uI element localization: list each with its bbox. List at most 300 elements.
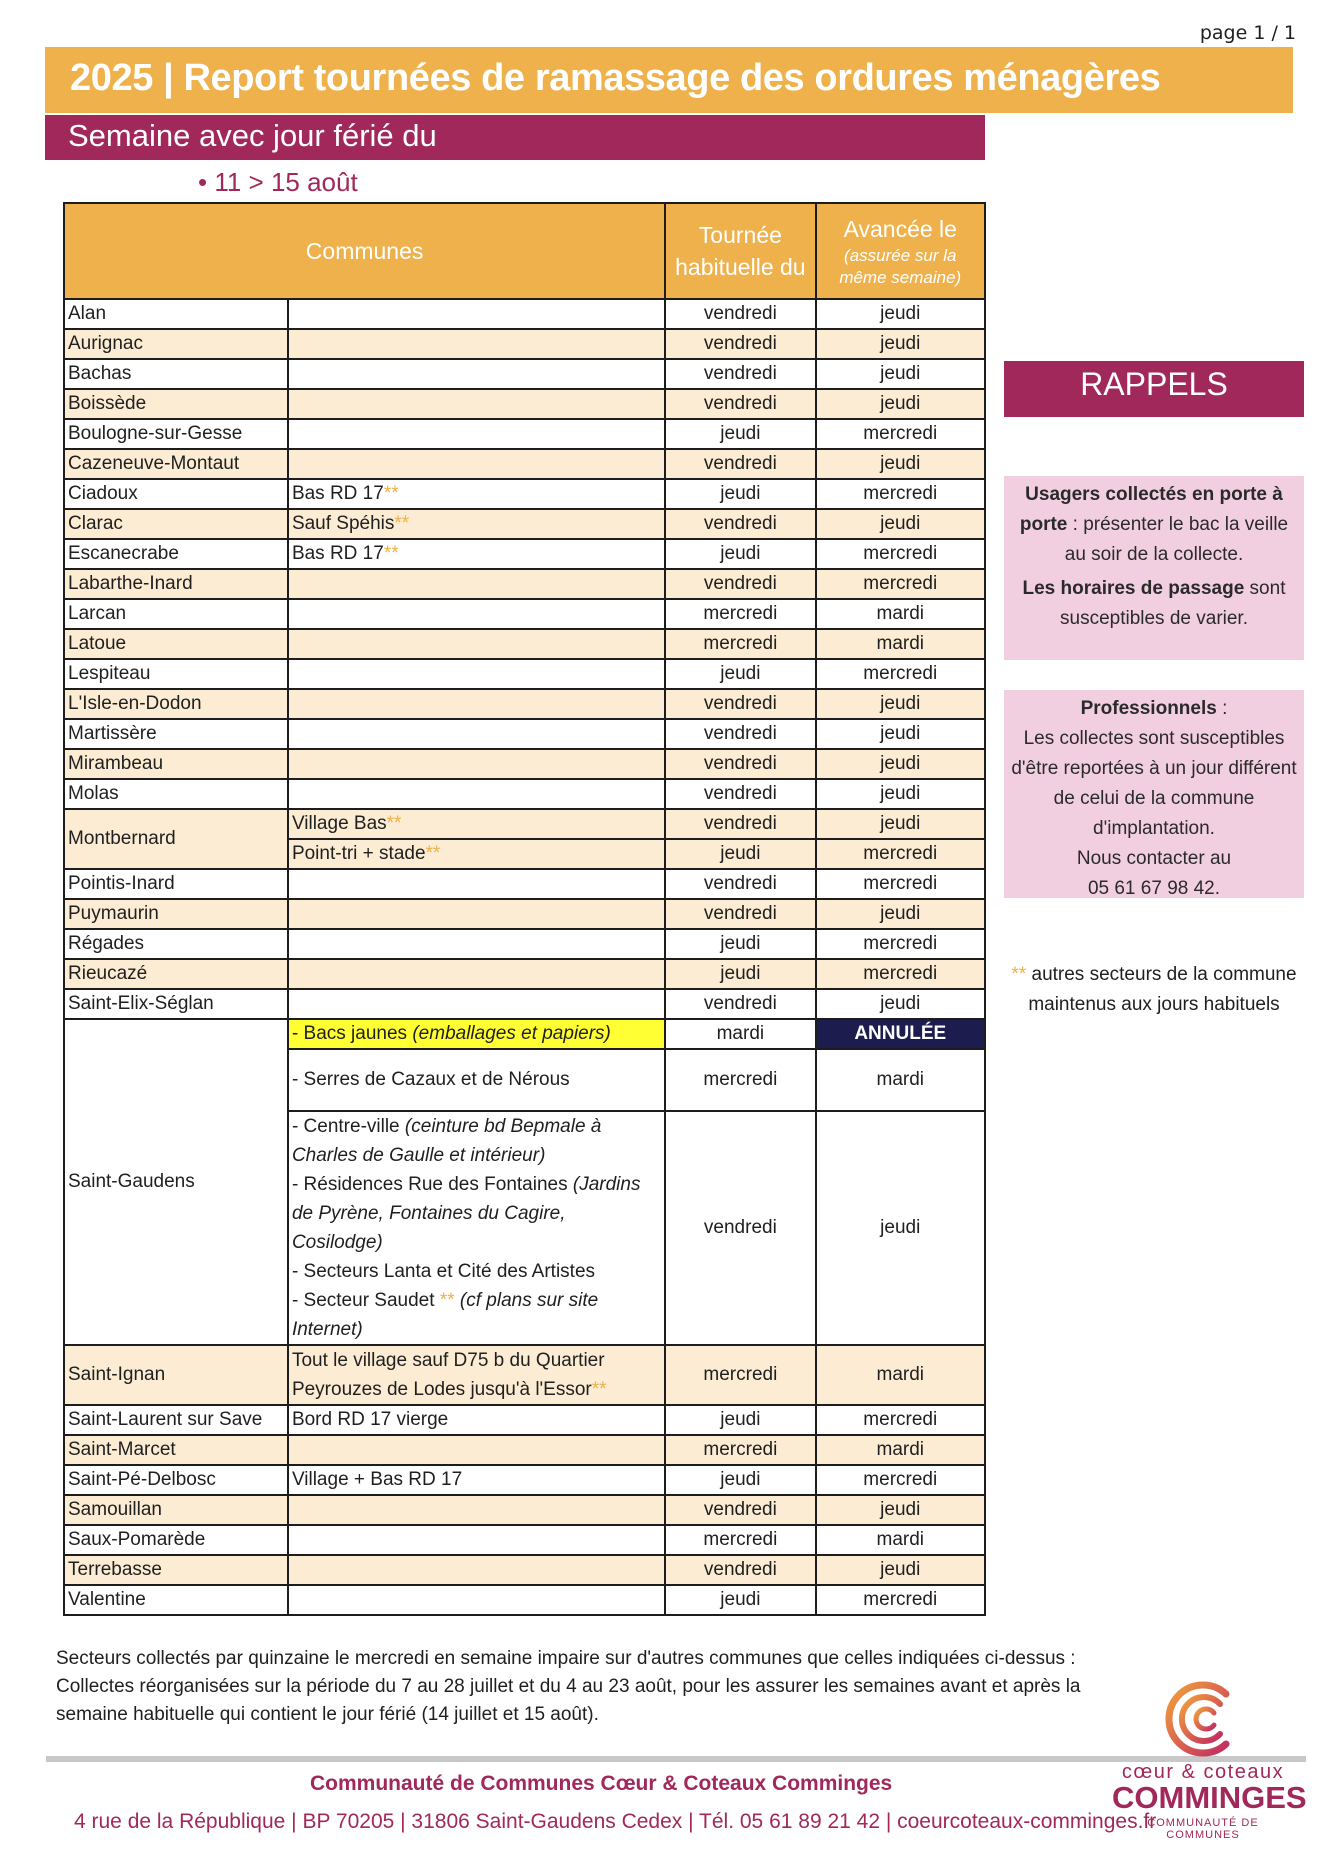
tournee-cell (665, 1405, 815, 1435)
avancee-cell (816, 359, 985, 389)
avancee-cell: mardi (816, 1345, 985, 1405)
commune-cell (64, 989, 288, 1019)
tournee-cell (665, 1585, 815, 1615)
tournee-cell (665, 959, 815, 989)
commune-text: Rieucazé (68, 963, 148, 984)
commune-text: Ciadoux (68, 483, 138, 504)
avancee-text: jeudi (880, 363, 921, 384)
commune-cell (64, 719, 288, 749)
secteur-cell (288, 869, 665, 899)
table-row (64, 599, 985, 629)
commune-text: Alan (68, 303, 107, 324)
tournee-cell: vendredi (665, 809, 815, 839)
avancee-cell (816, 989, 985, 1019)
tournee-cell (665, 599, 815, 629)
holiday-week: • 11 > 15 août (198, 167, 358, 197)
avancee-cell (816, 569, 985, 599)
avancee-cell (816, 1585, 985, 1615)
secteur-cell (288, 899, 665, 929)
secteur-cell (288, 539, 665, 569)
commune-cell: Saint-Ignan (64, 1345, 288, 1405)
tournee-text: jeudi (720, 963, 761, 984)
commune-cell (64, 539, 288, 569)
tournee-text: vendredi (703, 723, 777, 744)
secteur-cell (288, 1345, 665, 1405)
tournee-cell (665, 929, 815, 959)
tournee-text: mercredi (703, 603, 778, 624)
tournee-text: jeudi (720, 1469, 761, 1490)
tournee-cell: mercredi (665, 1345, 815, 1405)
secteur-line: - Résidences Rue des Fontaines (291, 1174, 573, 1195)
commune-cell (64, 1435, 288, 1465)
commune-cell (64, 509, 288, 539)
avancee-text: jeudi (880, 453, 921, 474)
table-row (64, 1405, 985, 1435)
tournee-cell (665, 419, 815, 449)
table-row (64, 449, 985, 479)
secteur-cell (288, 449, 665, 479)
avancee-text: jeudi (880, 333, 921, 354)
tournee-cell: mardi (665, 1019, 815, 1049)
secteur-cell (288, 1495, 665, 1525)
tournee-text: vendredi (703, 903, 777, 924)
commune-cell (64, 929, 288, 959)
reminder-box-professionnels: Professionnels : Les collectes sont susceptibles d'être reportées à un jour différent de celui de la commune d'implantation. Nous contacter au 05 61 67 98 42. (1004, 690, 1304, 898)
commune-text: Pointis-Inard (68, 873, 175, 894)
secteur-cell (288, 749, 665, 779)
commune-text: Régades (68, 933, 145, 954)
commune-cell (64, 419, 288, 449)
avancee-text: mercredi (863, 1589, 938, 1610)
commune-text: Saux-Pomarède (68, 1529, 206, 1550)
commune-cell (64, 1525, 288, 1555)
secteur-cell (288, 599, 665, 629)
star-marker: ** (439, 1290, 455, 1311)
commune-cell (64, 749, 288, 779)
tournee-cell (665, 509, 815, 539)
table-row (64, 539, 985, 569)
tournee-text: jeudi (720, 663, 761, 684)
table-body-1 (64, 299, 985, 809)
secteur-cell (288, 689, 665, 719)
avancee-cell (816, 1465, 985, 1495)
table-row (64, 1495, 985, 1525)
secteur-line: - Secteurs Lanta et Cité des Artistes (291, 1261, 596, 1282)
table-row (64, 1465, 985, 1495)
table-row (64, 329, 985, 359)
table-row (64, 989, 985, 1019)
tournee-cell (665, 539, 815, 569)
secteur-cell (288, 569, 665, 599)
secteur-text: Point-tri + stade (291, 843, 426, 864)
commune-text: Aurignac (68, 333, 143, 354)
commune-text: Saint-Marcet (68, 1439, 176, 1460)
avancee-cell (816, 869, 985, 899)
secteur-line: - Centre-ville (291, 1116, 405, 1137)
avancee-text: jeudi (880, 993, 921, 1014)
tournee-cell (665, 1435, 815, 1465)
avancee-text: mercredi (863, 423, 938, 444)
logo-wordmark-main: COMMINGES (1112, 1780, 1307, 1815)
secteur-cell (288, 299, 665, 329)
table-row (64, 1435, 985, 1465)
table-row (64, 869, 985, 899)
avancee-text: jeudi (880, 723, 921, 744)
avancee-cell: mercredi (816, 839, 985, 869)
tournee-text: jeudi (720, 933, 761, 954)
commune-cell (64, 1405, 288, 1435)
table-row (64, 899, 985, 929)
tournee-text: jeudi (720, 1409, 761, 1430)
contact-label: Nous contacter au (1076, 848, 1232, 869)
date-range: 11 > 15 août (214, 167, 358, 197)
avancee-cell (816, 1555, 985, 1585)
header-communes: Communes (64, 203, 665, 299)
secteur-cell (288, 659, 665, 689)
avancee-cell (816, 509, 985, 539)
star-marker: ** (383, 483, 399, 504)
avancee-cell (816, 749, 985, 779)
star-note (1004, 960, 1304, 1020)
secteur-text: - Bacs jaunes (291, 1023, 413, 1044)
tournee-cell (665, 1555, 815, 1585)
commune-cell (64, 1585, 288, 1615)
tournee-text: vendredi (703, 453, 777, 474)
tournee-text: vendredi (703, 753, 777, 774)
tournee-text: jeudi (720, 543, 761, 564)
table-body-3 (64, 1405, 985, 1615)
commune-text: Martissère (68, 723, 157, 744)
secteur-cell (288, 1405, 665, 1435)
organization-name: Communauté de Communes Cœur & Coteaux Comminges (310, 1772, 893, 1795)
organization-address: 4 rue de la République | BP 70205 | 31806 Saint-Gaudens Cedex | Tél. 05 61 89 21 42 | coeurcoteaux-comminges.fr (74, 1810, 1157, 1833)
tournee-cell (665, 749, 815, 779)
commune-cell (64, 959, 288, 989)
tournee-text: vendredi (703, 873, 777, 894)
star-marker: ** (1011, 964, 1027, 985)
tournee-cell (665, 329, 815, 359)
commune-text: Cazeneuve-Montaut (68, 453, 240, 474)
saint-gaudens-group (64, 1019, 985, 1345)
commune-text: Labarthe-Inard (68, 573, 193, 594)
avancee-cell (816, 299, 985, 329)
commune-cell (64, 659, 288, 689)
secteur-text: Village + Bas RD 17 (291, 1469, 463, 1490)
annulee-badge: ANNULÉE (816, 1019, 985, 1049)
table-row (64, 479, 985, 509)
header-tournee-line2: habituelle du (675, 254, 806, 280)
footer-note: Secteurs collectés par quinzaine le mercredi en semaine impaire sur d'autres communes que celles indiquées ci-dessus : Collectes réorganisées sur la période du 7 au 28 juillet et du 4 au 23 août, pour les assurer les semaines avant et après la semaine habituelle qui contient le jour férié (14 juillet et 15 août). (56, 1648, 1081, 1725)
table-row (64, 419, 985, 449)
secteur-cell (288, 1435, 665, 1465)
commune-cell (64, 689, 288, 719)
table-row (64, 509, 985, 539)
secteur-cell (288, 839, 665, 869)
secteur-cell (288, 509, 665, 539)
commune-text: Molas (68, 783, 119, 804)
commune-text: Saint-Elix-Séglan (68, 993, 214, 1014)
secteur-cell (288, 929, 665, 959)
tournee-cell (665, 569, 815, 599)
commune-text: Bachas (68, 363, 132, 384)
avancee-text: mardi (876, 603, 925, 624)
commune-cell (64, 389, 288, 419)
table-row (64, 689, 985, 719)
star-note-text: autres secteurs de la commune maintenus aux jours habituels (1026, 964, 1297, 1015)
commune-cell (64, 479, 288, 509)
star-marker: ** (386, 813, 402, 834)
table-row (64, 659, 985, 689)
table-row (64, 1585, 985, 1615)
commune-text: Boulogne-sur-Gesse (68, 423, 243, 444)
tournee-text: vendredi (703, 1559, 777, 1580)
avancee-text: mercredi (863, 1469, 938, 1490)
logo-wordmark-top: cœur & coteaux (1121, 1761, 1285, 1783)
tournee-cell: jeudi (665, 839, 815, 869)
commune-cell (64, 899, 288, 929)
tournee-cell (665, 359, 815, 389)
commune-text: Puymaurin (68, 903, 159, 924)
table-row (64, 1555, 985, 1585)
secteur-cell (288, 1525, 665, 1555)
secteur-text: Sauf Spéhis (291, 513, 395, 534)
table-row (64, 299, 985, 329)
tournee-text: vendredi (703, 573, 777, 594)
secteur-cell (288, 779, 665, 809)
avancee-text: mercredi (863, 963, 938, 984)
star-marker: ** (394, 513, 410, 534)
table-row (64, 719, 985, 749)
table-row (64, 749, 985, 779)
avancee-text: jeudi (880, 693, 921, 714)
avancee-cell (816, 539, 985, 569)
tournee-text: mercredi (703, 633, 778, 654)
commune-text: Saint-Laurent sur Save (68, 1409, 263, 1430)
avancee-cell (816, 599, 985, 629)
secteur-italic: (cf plans sur site Internet) (291, 1290, 599, 1340)
secteur-text: Bas RD 17 (291, 543, 384, 564)
commune-text: Mirambeau (68, 753, 164, 774)
avancee-cell (816, 629, 985, 659)
secteur-cell (288, 809, 665, 839)
avancee-cell (816, 1435, 985, 1465)
commune-cell (64, 359, 288, 389)
commune-cell (64, 1465, 288, 1495)
tournee-cell (665, 869, 815, 899)
reminder-text: sont susceptibles de varier. (1060, 578, 1286, 629)
secteur-text: Bas RD 17 (291, 483, 384, 504)
tournee-cell (665, 1525, 815, 1555)
tournee-text: mercredi (703, 1439, 778, 1460)
commune-cell (64, 869, 288, 899)
avancee-text: mercredi (863, 573, 938, 594)
commune-cell (64, 299, 288, 329)
secteur-text: Bord RD 17 vierge (291, 1409, 449, 1430)
secteur-cell (288, 1465, 665, 1495)
avancee-cell (816, 719, 985, 749)
secteur-cell (288, 479, 665, 509)
star-marker: ** (383, 543, 399, 564)
tournee-cell (665, 899, 815, 929)
avancee-cell (816, 899, 985, 929)
table-row (64, 1019, 985, 1049)
avancee-cell (816, 329, 985, 359)
avancee-text: mercredi (863, 933, 938, 954)
avancee-cell (816, 389, 985, 419)
commune-text: Terrebasse (68, 1559, 162, 1580)
avancee-cell (816, 659, 985, 689)
table-row (64, 779, 985, 809)
tournee-text: mercredi (703, 1529, 778, 1550)
avancee-cell (816, 959, 985, 989)
avancee-cell (816, 1495, 985, 1525)
secteur-text: Village Bas (291, 813, 387, 834)
avancee-cell (816, 1525, 985, 1555)
tournee-text: vendredi (703, 513, 777, 534)
collection-table (63, 202, 986, 1616)
tournee-text: vendredi (703, 993, 777, 1014)
commune-cell: Saint-Gaudens (64, 1019, 288, 1345)
montbernard-group (64, 809, 985, 869)
star-marker: ** (591, 1379, 607, 1400)
avancee-cell (816, 449, 985, 479)
header-avancee-line2: (assurée sur la même semaine) (839, 246, 962, 287)
avancee-text: mercredi (863, 483, 938, 504)
avancee-cell (816, 779, 985, 809)
table-body-2 (64, 869, 985, 1019)
secteur-cell (288, 1555, 665, 1585)
secteur-cell (288, 629, 665, 659)
avancee-cell (816, 419, 985, 449)
table-row (64, 1345, 985, 1405)
logo-wordmark-sub: COMMUNAUTÉ DE COMMUNES (1147, 1817, 1259, 1841)
tournee-cell (665, 659, 815, 689)
avancee-cell: jeudi (816, 1111, 985, 1345)
tournee-cell (665, 449, 815, 479)
secteur-cell (288, 1585, 665, 1615)
commune-cell (64, 1495, 288, 1525)
tournee-cell: mercredi (665, 1049, 815, 1111)
commune-text: L'Isle-en-Dodon (68, 693, 202, 714)
header-tournee (665, 203, 815, 299)
secteur-line: - Secteur Saudet (291, 1290, 440, 1311)
commune-cell (64, 329, 288, 359)
commune-text: Boissède (68, 393, 147, 414)
tournee-text: vendredi (703, 393, 777, 414)
commune-cell (64, 449, 288, 479)
header-tournee-line1: Tournée (698, 222, 782, 248)
avancee-cell (816, 479, 985, 509)
tournee-text: vendredi (703, 303, 777, 324)
tournee-cell (665, 629, 815, 659)
secteur-cell (288, 719, 665, 749)
tournee-text: jeudi (720, 423, 761, 444)
reminder-box-usagers (1004, 476, 1304, 660)
avancee-cell: mardi (816, 1049, 985, 1111)
commune-cell (64, 1555, 288, 1585)
avancee-text: mardi (876, 1529, 925, 1550)
tournee-cell (665, 689, 815, 719)
tournee-cell (665, 719, 815, 749)
avancee-cell (816, 929, 985, 959)
tournee-cell (665, 1465, 815, 1495)
secteur-cell (288, 989, 665, 1019)
commune-cell (64, 569, 288, 599)
tournee-cell (665, 299, 815, 329)
commune-cell (64, 629, 288, 659)
tournee-text: vendredi (703, 1499, 777, 1520)
secteur-cell (288, 1019, 665, 1049)
commune-cell (64, 599, 288, 629)
tournee-cell (665, 1495, 815, 1525)
star-marker: ** (425, 843, 441, 864)
table-row (64, 929, 985, 959)
tournee-cell (665, 389, 815, 419)
tournee-text: jeudi (720, 483, 761, 504)
avancee-text: jeudi (880, 513, 921, 534)
avancee-text: jeudi (880, 1559, 921, 1580)
tournee-text: vendredi (703, 783, 777, 804)
reminder-bold: Professionnels (1080, 698, 1217, 719)
secteur-cell (288, 959, 665, 989)
avancee-text: jeudi (880, 303, 921, 324)
table-row (64, 569, 985, 599)
tournee-text: vendredi (703, 693, 777, 714)
page-number: page 1 / 1 (1199, 22, 1296, 44)
avancee-text: mardi (876, 633, 925, 654)
tournee-cell (665, 779, 815, 809)
commune-text: Clarac (68, 513, 123, 534)
avancee-cell: jeudi (816, 809, 985, 839)
secteur-text: Tout le village sauf D75 b du Quartier Peyrouzes de Lodes jusqu'à l'Essor (291, 1350, 605, 1400)
avancee-text: jeudi (880, 783, 921, 804)
table-row (64, 359, 985, 389)
commune-text: Samouillan (68, 1499, 162, 1520)
tournee-cell (665, 479, 815, 509)
saint-ignan-group (64, 1345, 985, 1405)
commune-text: Latoue (68, 633, 127, 654)
tournee-text: vendredi (703, 363, 777, 384)
avancee-text: jeudi (880, 903, 921, 924)
reminder-text: Les collectes sont susceptibles d'être reportées à un jour différent de celui de la commune d'implantation. (1011, 728, 1297, 839)
avancee-text: jeudi (880, 393, 921, 414)
avancee-cell (816, 1405, 985, 1435)
secteur-italic: (emballages et papiers) (412, 1023, 611, 1044)
commune-text: Larcan (68, 603, 127, 624)
reminder-bold: Les horaires de passage (1022, 578, 1245, 599)
commune-cell: Montbernard (64, 809, 288, 869)
avancee-text: mercredi (863, 1409, 938, 1430)
avancee-text: mercredi (863, 543, 938, 564)
secteur-cell (288, 419, 665, 449)
table-row (64, 1525, 985, 1555)
commune-text: Valentine (68, 1589, 146, 1610)
avancee-text: mardi (876, 1439, 925, 1460)
tournee-text: vendredi (703, 333, 777, 354)
commune-cell (64, 779, 288, 809)
page-subtitle: Semaine avec jour férié du (68, 118, 437, 153)
avancee-text: mercredi (863, 663, 938, 684)
commune-text: Saint-Pé-Delbosc (68, 1469, 216, 1490)
secteur-italic: (ceinture bd Bepmale à Charles de Gaulle et intérieur) (291, 1116, 602, 1166)
table-row (64, 809, 985, 839)
commune-text: Escanecrabe (68, 543, 179, 564)
avancee-text: jeudi (880, 1499, 921, 1520)
table-row (64, 629, 985, 659)
secteur-cell (288, 329, 665, 359)
tournee-text: jeudi (720, 1589, 761, 1610)
secteur-cell (288, 1111, 665, 1345)
